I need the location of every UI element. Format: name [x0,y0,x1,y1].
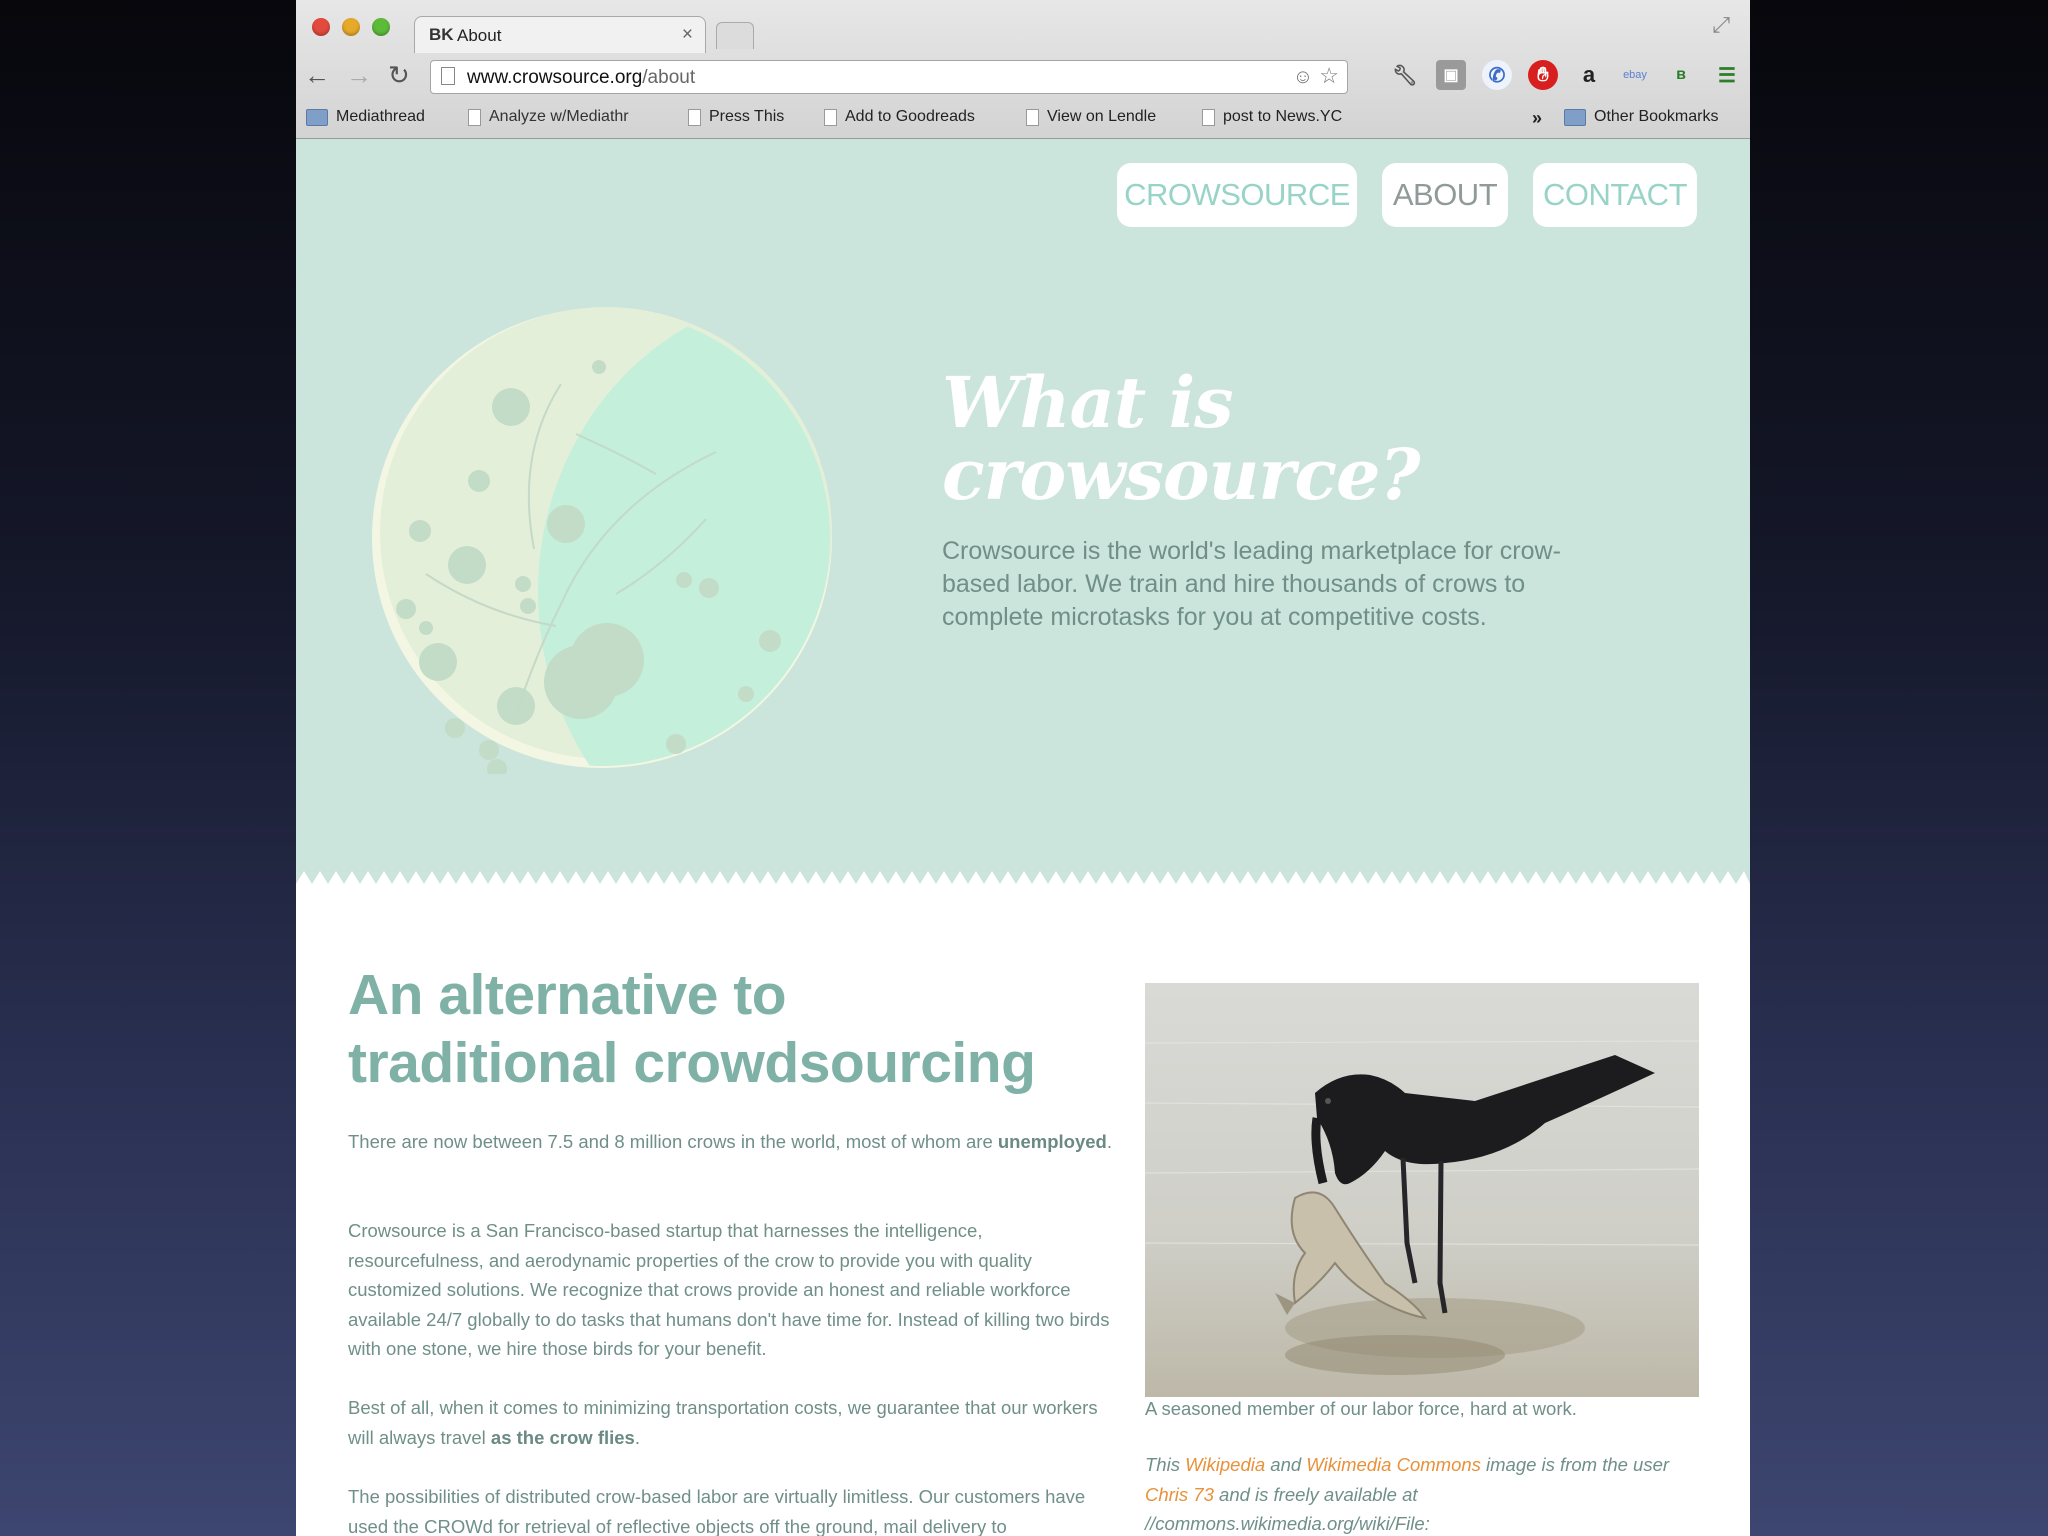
hero-section [296,139,1750,884]
page-icon [1026,109,1039,126]
menu-icon[interactable]: ☰ [1718,64,1736,87]
ebay-icon[interactable]: ebay [1623,69,1647,81]
moon-illustration [366,304,846,774]
bookmark-press-this[interactable] [688,108,784,126]
nav-crowsource[interactable]: CROWSOURCE [1117,163,1357,227]
bookmark-label: Add to Goodreads [845,108,975,125]
tab-close-icon[interactable]: × [681,24,693,45]
section-heading-line1: An alternative to [348,963,787,1027]
hero-title [942,361,1502,516]
extension-icons [1390,60,1742,90]
fullscreen-icon[interactable]: ⤢ [1712,12,1730,37]
reddit-icon[interactable]: ☺ [1292,66,1314,88]
credit-text: and [1265,1454,1307,1475]
photo-caption: A seasoned member of our labor force, hard at work. [1145,1398,1577,1419]
paragraph-1-text: There are now between 7.5 and 8 million crows in the world, most of whom are [348,1131,998,1152]
evernote-icon[interactable]: ▣ [1436,60,1466,90]
bookmark-label: Press This [709,108,785,125]
url-text[interactable] [467,67,695,89]
bookmark-star-icon[interactable]: ☆ [1319,63,1339,88]
page-icon [441,67,455,85]
bookmarks-overflow-icon[interactable]: » [1532,108,1543,128]
bookmark-label: post to News.YC [1223,108,1343,125]
url-host: www.crowsource.org [467,67,643,88]
paragraph-2: Crowsource is a San Francisco-based startup that harnesses the intelligence, resourcefulness, and aerodynamic properties of the crow to provide you with quality customized solutions. We recognize that crows provide an honest and reliable workforce available 24/7 globally to do tasks that humans don't have time for. Instead of killing two birds with one stone, we hire those birds for your benefit. [348,1220,1110,1359]
page-icon [1202,109,1215,126]
back-arrow-icon[interactable]: ← [304,60,330,90]
site-favicon-icon: BK [429,25,454,44]
phone-icon[interactable]: ✆ [1482,60,1512,90]
other-bookmarks[interactable] [1564,108,1718,126]
bookmark-lendle[interactable] [1026,108,1156,126]
amazon-icon[interactable]: a [1582,62,1596,87]
wikipedia-link[interactable]: Wikipedia [1185,1454,1266,1475]
close-window-button[interactable] [312,18,330,36]
adblock-icon[interactable]: ✋︎ [1528,60,1558,90]
address-bar[interactable] [430,60,1348,94]
section-heading [348,961,1148,1097]
minimize-window-button[interactable] [342,18,360,36]
paragraph-1-bold: unemployed [997,1131,1107,1152]
tab-about[interactable] [414,16,706,53]
bookmark-label: Mediathread [336,108,425,125]
page-icon [688,109,701,126]
photo-credit [1145,1450,1675,1536]
goodreads-icon[interactable]: ʙ [1676,66,1686,83]
page-icon [824,109,837,126]
nav-about[interactable]: ABOUT [1382,163,1508,227]
bookmark-analyze[interactable] [468,108,629,126]
paragraph-3-end: . [634,1426,640,1448]
bookmark-goodreads[interactable] [824,108,975,126]
bookmark-label: View on Lendle [1047,108,1157,125]
page-icon [468,109,481,126]
hero-title-line2: crowsource? [942,433,1420,516]
nav-contact[interactable]: CONTACT [1533,163,1697,227]
browser-toolbar [296,54,1750,100]
credit-text: This [1145,1454,1186,1475]
other-bookmarks-label: Other Bookmarks [1594,108,1719,125]
bookmark-label: Analyze w/Mediathr [489,108,629,125]
omnibox-icons [1293,63,1339,89]
zigzag-divider [296,869,1750,899]
paragraph-3 [348,1393,1118,1452]
crow-photo [1145,983,1699,1397]
browser-window [296,0,1750,1536]
bookmark-mediathread[interactable] [306,108,425,126]
hero-title-line1: What is [942,361,1233,444]
new-tab-button[interactable] [716,22,754,49]
forward-arrow-icon[interactable]: → [346,60,372,90]
zoom-window-button[interactable] [372,18,390,36]
paragraph-3-bold: as the crow flies [490,1426,635,1448]
wrench-icon[interactable]: 🔧︎ [1392,64,1418,87]
folder-icon [306,109,328,126]
url-path: /about [642,67,696,88]
section-heading-line2: traditional crowdsourcing [348,1031,1036,1095]
user-chris73-link[interactable]: Chris 73 [1145,1483,1214,1505]
reload-icon[interactable]: ↻ [388,60,410,90]
wikimedia-commons-link[interactable]: Wikimedia Commons [1306,1454,1481,1475]
paragraph-1 [348,1127,1118,1157]
bookmark-newsyc[interactable] [1202,108,1342,126]
tab-strip [296,0,1750,52]
paragraph-3-text: Best of all, when it comes to minimizing transportation costs, we guarantee that our workers will always travel [348,1397,1098,1448]
bookmarks-bar [296,104,1750,134]
tab-title: About [457,26,502,45]
web-page [296,139,1750,1536]
hero-description: Crowsource is the world's leading marketplace for crow-based labor. We train and hire thousands of crows to complete microtasks for you at competitive costs. [942,537,1561,631]
paragraph-1-end: . [1106,1131,1112,1152]
credit-text: image is from the user [1480,1454,1670,1475]
browser-chrome [296,0,1750,139]
folder-icon [1564,109,1586,126]
credit-text: and is freely available at //commons.wikimedia.org/wiki/File: [1145,1483,1430,1534]
paragraph-4: The possibilities of distributed crow-based labor are virtually limitless. Our customers have used the CROWd for retrieval of reflective objects off the ground, mail delivery to [348,1486,1086,1536]
